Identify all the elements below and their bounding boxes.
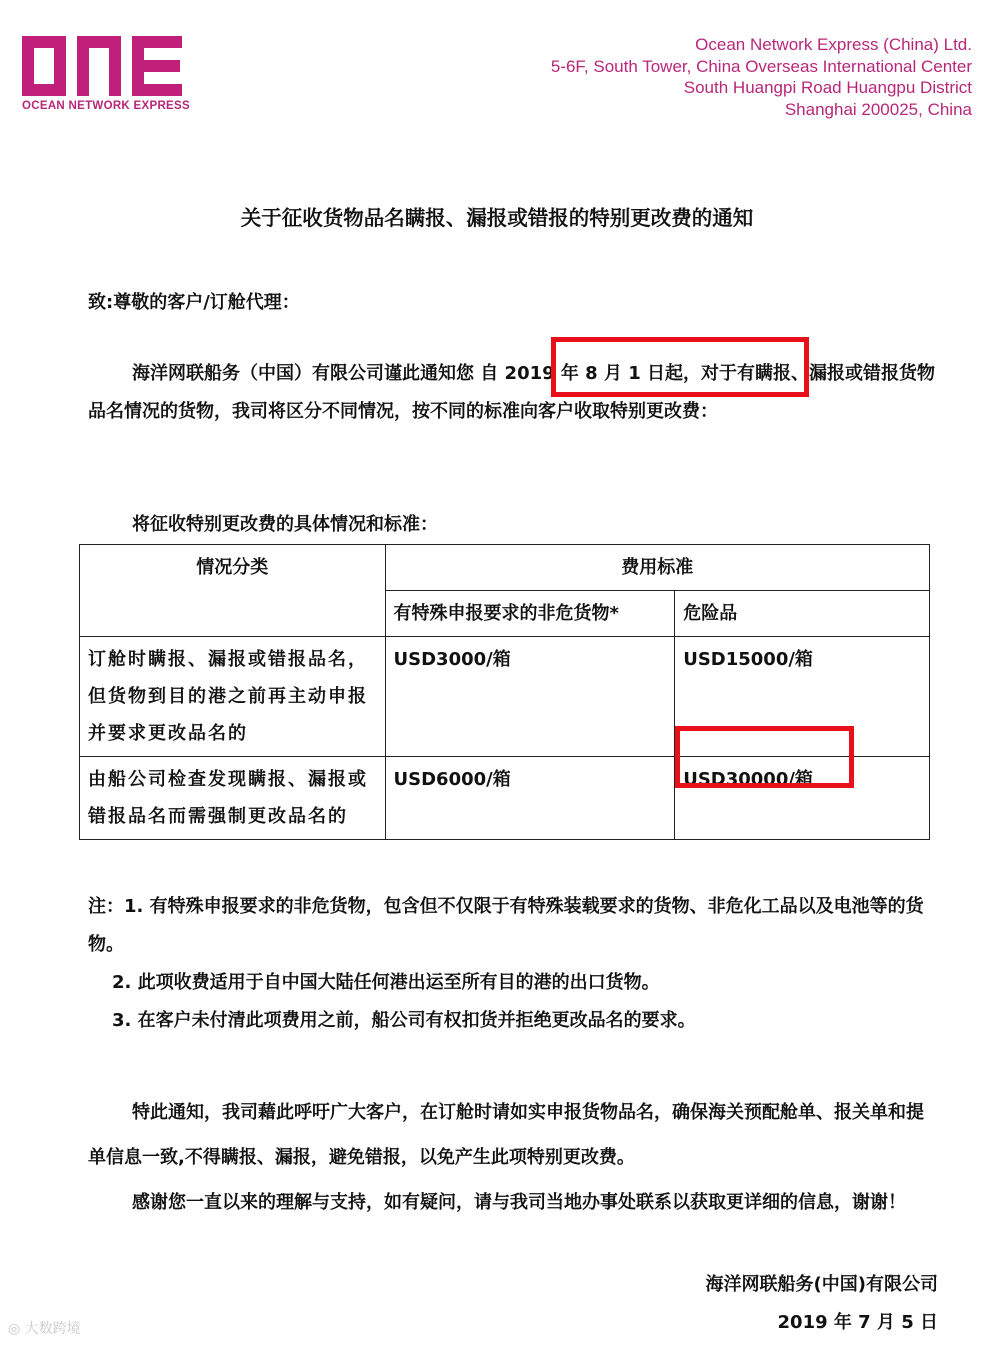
row-category: 订舱时瞒报、漏报或错报品名，但货物到目的港之前再主动申报并要求更改品名的 <box>80 637 386 757</box>
note-3: 3. 在客户未付清此项费用之前，船公司有权扣货并拒绝更改品名的要求。 <box>112 1010 696 1031</box>
one-logo-icon <box>22 36 184 96</box>
watermark <box>8 1318 81 1338</box>
closing-paragraph-2: 感谢您一直以来的理解与支持，如有疑问，请与我司当地办事处联系以获取更详细的信息，谢谢！ <box>132 1192 906 1213</box>
note-2: 2. 此项收费适用于自中国大陆任何港出运至所有目的港的出口货物。 <box>112 972 660 993</box>
table-intro: 将征收特别更改费的具体情况和标准： <box>132 514 438 535</box>
address-line-4: Shanghai 200025, China <box>784 99 972 119</box>
address-line-2: 5-6F, South Tower, China Overseas International Center <box>550 56 972 76</box>
company-address <box>551 34 972 120</box>
closing <box>88 1090 938 1225</box>
fee-highlight-box <box>675 726 854 788</box>
intro-after: ，对于有瞒报、漏报或错报货物品名情况的货物，我司将区分不同情况，按不同的标准向客户收取特别更改费： <box>88 363 936 422</box>
address-line-3: South Huangpi Road Huangpu District <box>683 78 972 97</box>
header-category: 情况分类 <box>80 545 386 637</box>
company-logo <box>22 36 190 112</box>
watermark-text: 大数跨境 <box>24 1321 81 1337</box>
watermark-logo-icon: ◎ <box>8 1321 25 1337</box>
intro-paragraph <box>88 355 938 431</box>
row-non-dg-fee: USD3000/箱 <box>385 637 675 757</box>
document-title: 关于征收货物品名瞒报、漏报或错报的特别更改费的通知 <box>240 206 754 230</box>
table-header-row <box>80 545 930 591</box>
closing-paragraph-1: 特此通知，我司藉此呼吁广大客户，在订舱时请如实申报货物品名，确保海关预配舱单、报关单和提单信息一致,不得瞒报、漏报，避免错报，以免产生此项特别更改费。 <box>88 1102 924 1168</box>
row-dg-fee: USD30000/箱 <box>675 757 930 840</box>
signature-company: 海洋网联船务(中国)有限公司 <box>705 1274 938 1295</box>
salutation: 致:尊敬的客户/订舱代理： <box>88 292 300 313</box>
fee-table <box>79 544 930 840</box>
date-highlight-box <box>551 337 809 397</box>
logo-subtitle: OCEAN NETWORK EXPRESS <box>22 100 190 112</box>
effective-date: 自 2019 年 8 月 1 日起 <box>480 363 684 384</box>
subheader-non-dg: 有特殊申报要求的非危货物* <box>385 591 675 637</box>
subheader-dg: 危险品 <box>675 591 930 637</box>
row-dg-fee: USD15000/箱 <box>675 637 930 757</box>
signature-date: 2019 年 7 月 5 日 <box>777 1312 938 1333</box>
notes <box>88 888 938 1040</box>
row-category: 由船公司检查发现瞒报、漏报或错报品名而需强制更改品名的 <box>80 757 386 840</box>
header-fee: 费用标准 <box>385 545 929 591</box>
note-1: 注：1. 有特殊申报要求的非危货物，包含但不仅限于有特殊装载要求的货物、非危化工品以及电池等的货物。 <box>88 896 924 955</box>
row-non-dg-fee: USD6000/箱 <box>385 757 675 840</box>
intro-before: 海洋网联船务（中国）有限公司谨此通知您 <box>132 363 474 384</box>
address-line-1: Ocean Network Express (China) Ltd. <box>695 35 972 54</box>
